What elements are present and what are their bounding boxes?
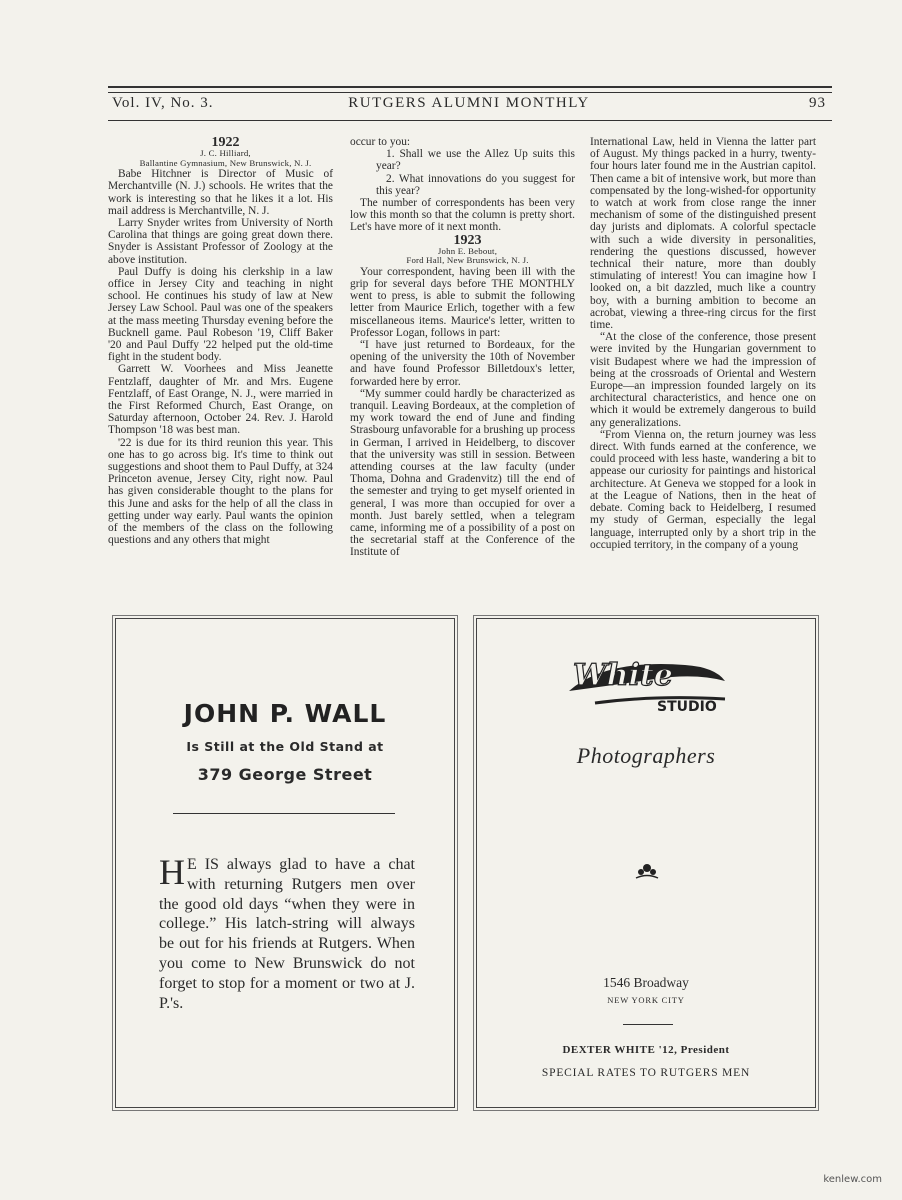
page-number: 93 (809, 95, 826, 111)
divider (173, 813, 395, 814)
studio-city: NEW YORK CITY (607, 995, 685, 1005)
header-rule (108, 120, 832, 121)
advertisement-john-p-wall (115, 618, 455, 1108)
class-year-heading: 1923 (453, 232, 482, 248)
paragraph: occur to you: (350, 136, 411, 148)
text-column-3 (590, 136, 816, 551)
class-year-heading: 1922 (211, 135, 240, 150)
logo-studio-text: STUDIO (657, 699, 717, 715)
header-double-rule-top (108, 86, 832, 88)
advertisement-white-studio (476, 618, 816, 1108)
paragraph: “From Vienna on, the return journey was less direct. With funds earned at the conference, we could proceed with less haste, wandering a bit to appease our curiosity for paintings and historical architecture. At Geneva we stopped for a look in at the League of Nations, then in the heat of debate. Coming back to Heidelberg, I resumed my study of German, especially the legal language, interrupted only by a short trip in the occupied territory, in the company of a young (590, 428, 816, 551)
paragraph: Paul Duffy is doing his clerkship in a law office in Jersey City and teaching in night school. He continues his study of law at New Jersey Law School. Paul was one of the speakers at the mass meeting Thursday evening before the Bucknell game. Paul Robeson '19, Cliff Baker '20 and Paul Duffy '22 helped put the old-time fight in the student body. (108, 265, 333, 364)
advertisement-body-text: E IS always glad to have a chat with returning Rutgers men over the good old days “when they were in college.” His latch-string will always be out for his friends at Rutgers. When you come to New Brunswick do not forget to stop for a moment or two at J. P.'s. (159, 856, 415, 1012)
paragraph: Babe Hitchner is Director of Music of Merchantville (N. J.) schools. He writes that the work is interesting so that he likes it a lot. His mail address is Merchantville, N. J. (108, 168, 333, 217)
paragraph: Garrett W. Voorhees and Miss Jeanette Fentzlaff, daughter of Mr. and Mrs. Eugene Fentzlaff, of East Orange, N. J., were married in the First Reformed Church, East Orange, on Saturday afternoon, October 24. Rev. J. Harold Thompson '18 was best man. (108, 363, 333, 437)
paragraph: “I have just returned to Bordeaux, for the opening of the university the 10th of November and have found Professor Billetdoux's letter, forwarded here by error. (350, 339, 575, 388)
divider (623, 1024, 673, 1025)
logo-script-text: White (573, 658, 673, 693)
floral-ornament-icon (633, 859, 661, 881)
header-double-rule-bottom (108, 92, 832, 93)
publication-title: RUTGERS ALUMNI MONTHLY (348, 95, 590, 111)
paragraph: '22 is due for its third reunion this year. This one has to go across big. It's time to think out suggestions and shoot them to Paul Duffy, at 324 Princeton avenue, Jersey City, right now. Paul has given considerable thought to the plans for this June and asks for the help of all the class in getting under way early. Paul wants the opinion of the members of the class on the following questions and any others that might (108, 436, 333, 547)
paragraph: The number of correspondents has been very low this month so that the column is pretty short. Let's have more of it next month. (350, 197, 575, 234)
drop-cap: H (159, 852, 185, 892)
correspondent-address: Ballantine Gymnasium, New Brunswick, N. J. (139, 157, 312, 168)
text-column-2 (350, 136, 575, 559)
paragraph: International Law, held in Vienna the latter part of August. My things packed in a hurry, twenty-four hours later found me in the Austrian capitol. Then came a bit of intensive work, but more than compensated by the long-wished-for opportunity to watch at work from close range the inner mechanism of some of the distinguished present day jurists and diplomats. A colorful spectacle with such a wide diversity in personalities, rendering the questions discussed, however technical their nature, more than doubly stimulating of interest! You can imagine how I looked on, a bit dazzled, much like a country boy, with a burning ambition to become an acrobat, viewing a three-ring circus for the first time. (590, 136, 816, 332)
watermark: kenlew.com (823, 1174, 882, 1185)
text-column-1 (108, 136, 333, 546)
advertiser-name: JOHN P. WALL (183, 699, 387, 728)
studio-rates: SPECIAL RATES TO RUTGERS MEN (541, 1067, 751, 1079)
paragraph: “My summer could hardly be characterized as tranquil. Leaving Bordeaux, at the completion of my work toward the end of June and finding Strasbourg unfavorable for a brushing up process in German, I arrived in Heidelberg, to discover that the university was still in session. Between attending courses at the law faculty (under Thoma, Dohna and Gradenvitz) till the end of the semester and trying to get myself oriented in general, I was more than occupied for over a month. Just barely settled, when a telegram came, informing me of a possibility of a post on the secretarial staff at the Conference of the Institute of (350, 387, 575, 559)
advertisement-body (159, 852, 415, 1013)
question-item: 1. Shall we use the Allez Up suits this year? (376, 148, 575, 173)
correspondent-name: John E. Bebout, (437, 245, 498, 256)
studio-tagline: Photographers (576, 743, 716, 768)
paragraph: “At the close of the conference, those present were invited by the Hungarian government to visit Budapest where we had the impression of being at the crossroads of Oriental and Western Europe—an impression founded largely on its architectural characteristics, and hence one on which it would be extremely dangerous to build any generalizations. (590, 331, 816, 429)
paragraph: Your correspondent, having been ill with the grip for several days before THE MONTHLY went to press, is able to submit the following letter from Maurice Erlich, together with a few miscellaneous items. Maurice's letter, written to Professor Logan, follows in part: (350, 265, 575, 339)
correspondent-address: Ford Hall, New Brunswick, N. J. (406, 255, 529, 266)
studio-address: 1546 Broadway (603, 975, 689, 990)
advertiser-address: 379 George Street (197, 765, 373, 784)
studio-president: DEXTER WHITE '12, President (562, 1044, 730, 1056)
white-studio-logo (565, 651, 735, 723)
correspondent-name: J. C. Hilliard, (200, 148, 251, 158)
running-header (112, 95, 826, 117)
paragraph: Larry Snyder writes from University of North Carolina that things are going great down there. Snyder is Assistant Professor of Zoology at the above institution. (108, 217, 333, 266)
advertiser-subtitle: Is Still at the Old Stand at (186, 739, 384, 754)
volume-number: Vol. IV, No. 3. (112, 95, 214, 111)
question-item: 2. What innovations do you suggest for this year? (376, 172, 575, 197)
